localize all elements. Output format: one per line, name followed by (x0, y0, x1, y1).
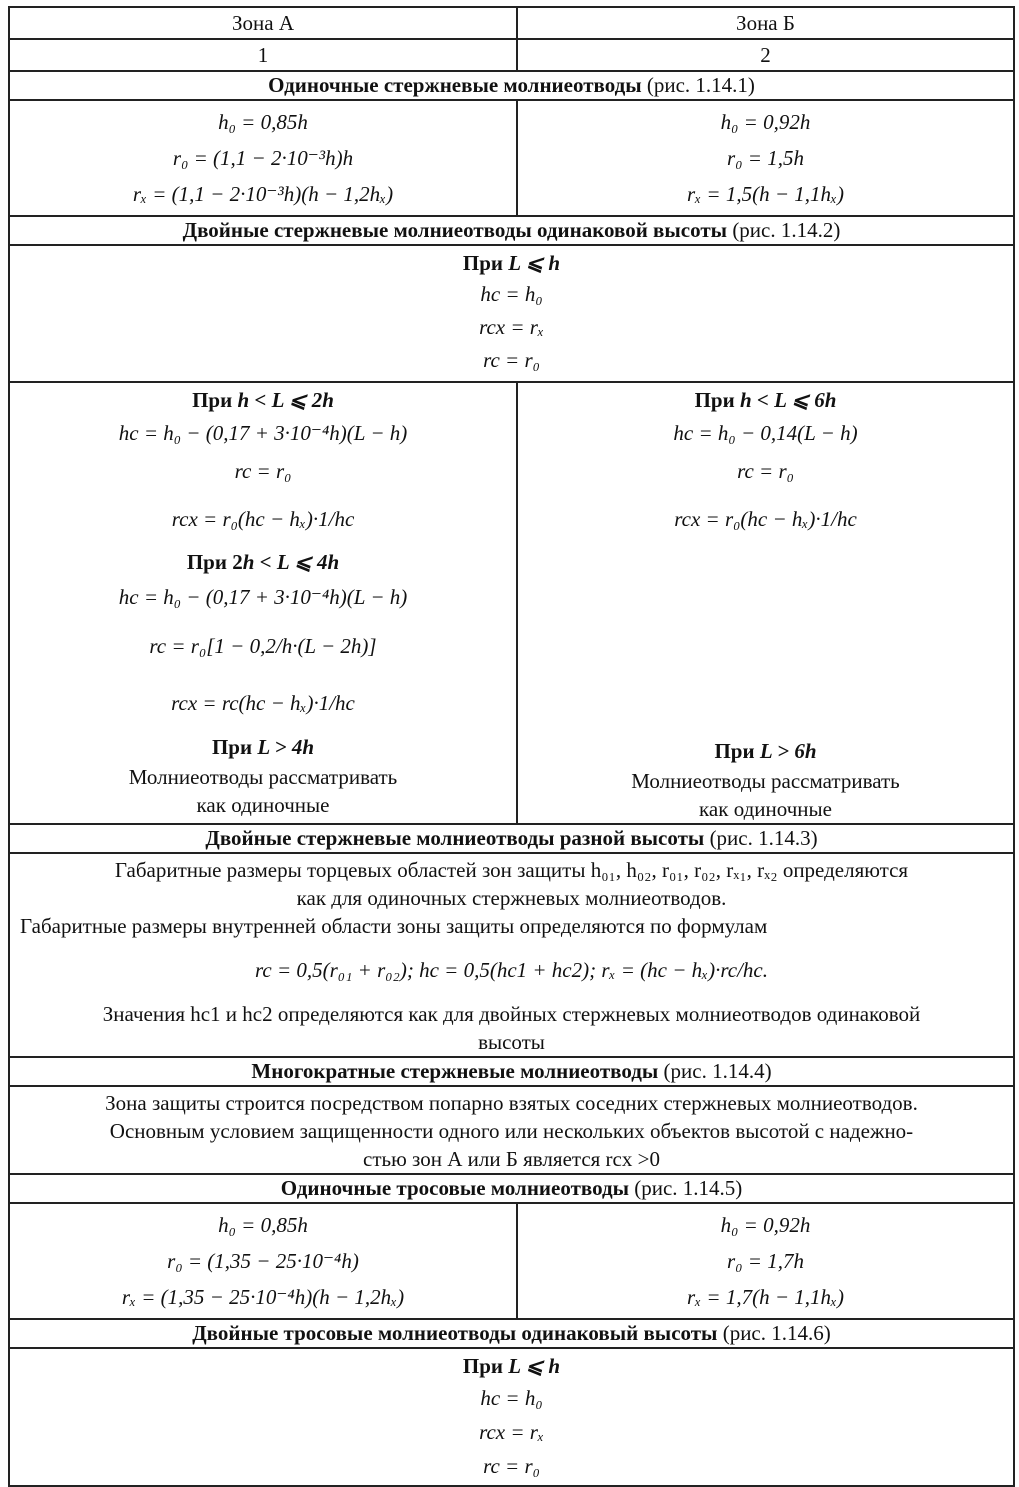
formula: hc = h₀ − (0,17 + 3·10⁻⁴h)(L − h) (118, 585, 408, 609)
formula: rc = r₀ (483, 348, 540, 372)
paragraph: Габаритные размеры торцевых областей зон защиты h₀₁, h₀₂, r₀₁, r₀₂, rₓ₁, rₓ₂ определяются (114, 858, 909, 882)
formula: r₀ = 1,7h (727, 1249, 804, 1273)
formula: hc = h₀ − 0,14(L − h) (673, 421, 858, 445)
formula: r₀ = 1,5h (727, 146, 804, 170)
paragraph: стью зон А или Б является rcx >0 (363, 1147, 660, 1171)
formula: hc = h₀ (480, 1386, 543, 1410)
lightning-protection-table (8, 6, 1015, 1487)
section-single-rod-header (9, 71, 1014, 100)
note-text: как одиночные (699, 797, 832, 821)
formula: rₓ = 1,7(h − 1,1hₓ) (687, 1285, 844, 1309)
section-title: Многократные стержневые молниеотводы (251, 1059, 659, 1083)
formula: h₀ = 0,85h (218, 1213, 308, 1237)
section-double-rod-equal-header (9, 216, 1014, 245)
section-double-rod-different-body (9, 853, 1014, 1057)
figure-ref: (рис. 1.14.4) (658, 1059, 772, 1083)
section-single-rod-formulas (9, 100, 1014, 216)
condition-label: При 2h < L ⩽ 4h (186, 550, 340, 574)
section-single-cable-formulas (9, 1203, 1014, 1319)
column-number-a: 1 (9, 39, 517, 71)
section-title: Двойные стержневые молниеотводы разной высоты (205, 826, 705, 850)
section-double-rod-equal-close (9, 245, 1014, 382)
section-double-rod-equal-ranges (9, 382, 1014, 824)
column-number-row (9, 39, 1014, 71)
formula: r₀ = (1,1 − 2·10⁻³h)h (172, 146, 354, 170)
section-double-rod-different-header (9, 824, 1014, 853)
formula: rc = r₀ (234, 459, 292, 483)
formula: hc = h₀ − (0,17 + 3·10⁻⁴h)(L − h) (118, 421, 408, 445)
formula: h₀ = 0,92h (720, 110, 811, 134)
header-row (9, 7, 1014, 39)
paragraph: как для одиночных стержневых молниеотводов. (296, 886, 727, 910)
formula: rₓ = 1,5(h − 1,1hₓ) (687, 182, 844, 206)
condition-label: При L ⩽ h (462, 251, 561, 275)
condition-label: При h < L ⩽ 6h (694, 388, 837, 412)
header-zone-a: Зона А (9, 7, 517, 39)
formula: r₀ = (1,35 − 25·10⁻⁴h) (167, 1249, 359, 1273)
condition-label: При L ⩽ h (462, 1354, 561, 1378)
section-title: Двойные стержневые молниеотводы одинаковой высоты (182, 218, 728, 242)
formula: rc = r₀[1 − 0,2/h·(L − 2h)] (149, 634, 377, 658)
note-text: Молниеотводы рассматривать (128, 765, 398, 789)
note-text: как одиночные (196, 793, 330, 817)
section-title: Одиночные тросовые молниеотводы (280, 1176, 629, 1200)
figure-ref: (рис. 1.14.2) (727, 218, 841, 242)
header-zone-b: Зона Б (517, 7, 1014, 39)
formula: rc = 0,5(r₀₁ + r₀₂); hc = 0,5(hc1 + hc2); rₓ = (hc − hₓ)·rc/hc. (255, 958, 768, 982)
section-single-cable-header (9, 1174, 1014, 1203)
section-title: Одиночные стержневые молниеотводы (268, 73, 642, 97)
figure-ref: (рис. 1.14.3) (704, 826, 818, 850)
paragraph: Габаритные размеры внутренней области зоны защиты определяются по формулам (20, 914, 768, 938)
condition-label: При L > 4h (211, 735, 315, 759)
section-multiple-rod-body (9, 1086, 1014, 1174)
column-number-b: 2 (517, 39, 1014, 71)
condition-label: При h < L ⩽ 2h (192, 388, 334, 412)
section-title: Двойные тросовые молниеотводы одинаковый высоты (192, 1321, 718, 1345)
formula: hc = h₀ (480, 282, 543, 306)
formula: rc = r₀ (737, 459, 794, 483)
section-double-cable-close (9, 1348, 1014, 1486)
paragraph: высоты (478, 1030, 545, 1054)
formula: rc = r₀ (483, 1454, 540, 1478)
section-multiple-rod-header (9, 1057, 1014, 1086)
figure-ref: (рис. 1.14.1) (641, 73, 755, 97)
figure-ref: (рис. 1.14.5) (629, 1176, 743, 1200)
section-double-cable-header (9, 1319, 1014, 1348)
condition-label: При L > 6h (714, 739, 817, 763)
formula: rₓ = (1,35 − 25·10⁻⁴h)(h − 1,2hₓ) (121, 1285, 405, 1309)
formula: rcx = rₓ (479, 315, 544, 339)
formula: rcx = rc(hc − hₓ)·1/hc (171, 691, 355, 715)
formula: h₀ = 0,92h (720, 1213, 811, 1237)
paragraph: Зона защиты строится посредством попарно взятых соседних стержневых молниеотводов. (105, 1091, 918, 1115)
formula: rₓ = (1,1 − 2·10⁻³h)(h − 1,2hₓ) (132, 182, 394, 206)
formula: rcx = r₀(hc − hₓ)·1/hc (171, 507, 355, 531)
formula: rcx = rₓ (479, 1420, 544, 1444)
paragraph: Значения hc1 и hc2 определяются как для двойных стержневых молниеотводов одинаковой (102, 1002, 921, 1026)
figure-ref: (рис. 1.14.6) (717, 1321, 831, 1345)
paragraph: Основным условием защищенности одного или нескольких объектов высотой с надежно- (109, 1119, 914, 1143)
formula: rcx = r₀(hc − hₓ)·1/hc (674, 507, 857, 531)
note-text: Молниеотводы рассматривать (631, 769, 900, 793)
formula: h₀ = 0,85h (218, 110, 308, 134)
